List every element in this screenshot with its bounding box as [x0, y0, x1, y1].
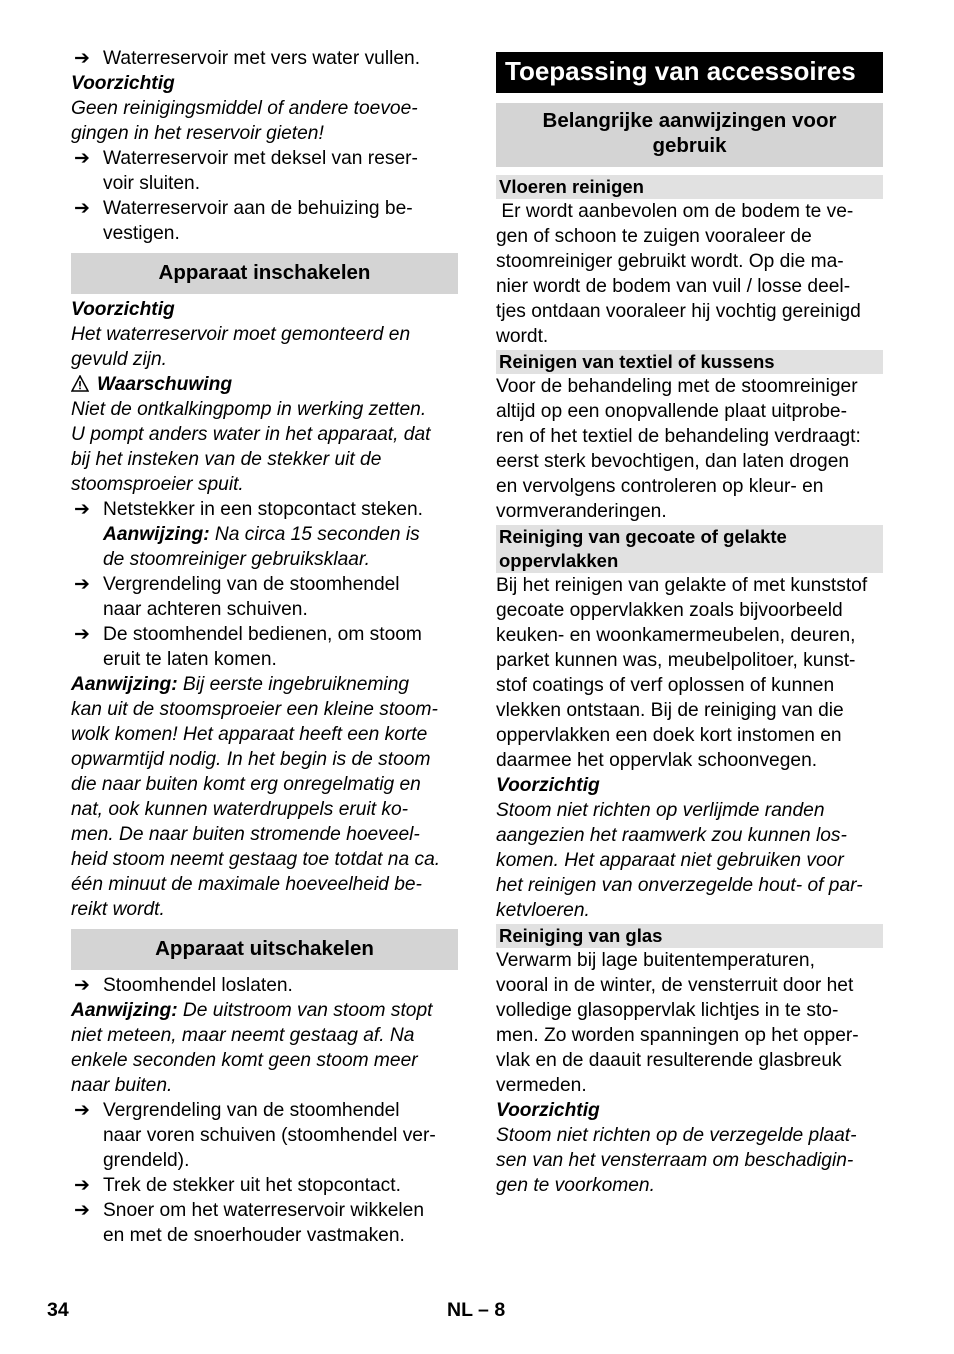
- right-arrow-icon: ➔: [74, 1200, 90, 1221]
- right-arrow-icon: ➔: [74, 975, 90, 996]
- caution-text: Geen reinigingsmiddel of andere toevoe-: [71, 98, 418, 119]
- body-text: tjes ontdaan vooraleer hij vochtig gereinigd: [496, 301, 861, 322]
- note-text: Na circa 15 seconden is: [209, 524, 420, 545]
- body-text: Verwarm bij lage buitentemperaturen,: [496, 950, 815, 971]
- caution-text: het reinigen van onverzegelde hout- of par-: [496, 875, 863, 896]
- caution-text: gevuld zijn.: [71, 349, 167, 370]
- section-heading-instructions: Belangrijke aanwijzingen voor gebruik: [496, 103, 883, 167]
- page-code: NL – 8: [447, 1299, 506, 1321]
- note-text: Bij eerste ingebruikneming: [177, 674, 410, 695]
- note-text: één minuut de maximale hoeveelheid be-: [71, 874, 422, 895]
- right-column: [496, 46, 883, 1198]
- caution-text: Stoom niet richten op verlijmde randen: [496, 800, 825, 821]
- step-fill-reservoir: ➔ Waterreservoir met vers water vullen.: [74, 48, 421, 69]
- note-label: Aanwijzing:: [103, 524, 210, 545]
- body-text: gen of schoon te zuigen vooraleer de: [496, 226, 812, 247]
- note-text: de stoomreiniger gebruiksklaar.: [103, 549, 370, 570]
- step-close-reservoir: ➔ Waterreservoir met deksel van reser- voir sluiten.: [74, 148, 418, 194]
- body-text: Voor de behandeling met de stoomreiniger: [496, 376, 858, 397]
- right-arrow-icon: ➔: [74, 499, 90, 520]
- body-text: vormveranderingen.: [496, 501, 667, 522]
- body-text: Er wordt aanbevolen om de bodem te ve-: [496, 201, 854, 222]
- body-text: daarmee het oppervlak schoonvegen.: [496, 750, 818, 771]
- note-text: De uitstroom van stoom stopt: [177, 1000, 433, 1021]
- warning-triangle-icon: [71, 375, 89, 392]
- caution-text: Stoom niet richten op de verzegelde plaat-: [496, 1125, 857, 1146]
- right-arrow-icon: ➔: [74, 1175, 90, 1196]
- body-text: men. Zo worden spanningen op het opper-: [496, 1025, 859, 1046]
- note-text: niet meteen, maar neemt gestaag af. Na: [71, 1025, 415, 1046]
- right-arrow-icon: ➔: [74, 198, 90, 219]
- body-text: wordt.: [496, 326, 549, 347]
- right-arrow-icon: ➔: [74, 1100, 90, 1121]
- body-text: parket kunnen was, meubelpolitoer, kunst-: [496, 650, 856, 671]
- note-text: reikt wordt.: [71, 899, 165, 920]
- caution-text: sen van het vensterraam om beschadigin-: [496, 1150, 854, 1171]
- subheading-floors: Vloeren reinigen: [496, 175, 883, 199]
- subheading-textile: Reinigen van textiel of kussens: [496, 350, 883, 374]
- caution-text: ketvloeren.: [496, 900, 590, 921]
- caution-text: gingen in het reservoir gieten!: [71, 123, 324, 144]
- note-text: enkele seconden komt geen stoom meer: [71, 1050, 418, 1071]
- body-text: vlekken ontstaan. Bij de reiniging van die: [496, 700, 844, 721]
- body-text: stoomreiniger gebruikt wordt. Op die ma-: [496, 251, 844, 272]
- body-text: Bij het reinigen van gelakte of met kunststof: [496, 575, 868, 596]
- step-plug-in: ➔ Netstekker in een stopcontact steken. Aanwijzing: Na circa 15 seconden is de stoomreiniger gebruiksklaar.: [71, 497, 458, 572]
- body-text: vermeden.: [496, 1075, 587, 1096]
- note-text: men. De naar buiten stromende hoeveel-: [71, 824, 420, 845]
- right-arrow-icon: ➔: [74, 574, 90, 595]
- note-text: heid stoom neemt gestaag toe totdat na ca.: [71, 849, 441, 870]
- warning-label: Waarschuwing: [97, 374, 233, 395]
- main-heading: Toepassing van accessoires: [496, 52, 883, 93]
- note-text: nat, ook kunnen waterdruppels eruit ko-: [71, 799, 409, 820]
- note-text: wolk komen! Het apparaat heeft een korte: [71, 724, 428, 745]
- caution-label: Voorzichtig: [71, 299, 175, 320]
- caution-text: komen. Het apparaat niet gebruiken voor: [496, 850, 844, 871]
- step-lock-front: ➔ Vergrendeling van de stoomhendel naar voren schuiven (stoomhendel ver- grendeld).: [74, 1100, 436, 1171]
- body-text: altijd op een onopvallende plaat uitprobe-: [496, 401, 847, 422]
- step-attach-reservoir: ➔ Waterreservoir aan de behuizing be- vestigen.: [74, 198, 413, 244]
- body-text: gecoate oppervlakken zoals bijvoorbeeld: [496, 600, 843, 621]
- page-footer: [47, 1297, 907, 1323]
- section-heading-switch-on: Apparaat inschakelen: [71, 253, 458, 294]
- body-text: en vervolgens controleren op kleur- en: [496, 476, 824, 497]
- step-release-lever: ➔ Stoomhendel loslaten.: [74, 975, 293, 996]
- body-text: ren of het textiel de behandeling verdraagt:: [496, 426, 861, 447]
- warning-text: Niet de ontkalkingpomp in werking zetten.: [71, 399, 427, 420]
- note-label: Aanwijzing:: [71, 1000, 178, 1021]
- step-wrap-cord: ➔ Snoer om het waterreservoir wikkelen en met de snoerhouder vastmaken.: [74, 1200, 424, 1246]
- caution-text: Het waterreservoir moet gemonteerd en: [71, 324, 411, 345]
- warning-text: U pompt anders water in het apparaat, dat: [71, 424, 431, 445]
- body-text: eerst sterk bevochtigen, dan laten drogen: [496, 451, 850, 472]
- body-text: vlak en de daauit resulterende glasbreuk: [496, 1050, 842, 1071]
- right-arrow-icon: ➔: [74, 48, 90, 69]
- note-text: opwarmtijd nodig. In het begin is de stoom: [71, 749, 431, 770]
- note-text: naar buiten.: [71, 1075, 173, 1096]
- left-column: [71, 46, 458, 1248]
- body-text: oppervlakken een doek kort instomen en: [496, 725, 842, 746]
- body-text: keuken- en woonkamermeubelen, deuren,: [496, 625, 856, 646]
- caution-label: Voorzichtig: [496, 1100, 600, 1121]
- section-heading-switch-off: Apparaat uitschakelen: [71, 929, 458, 970]
- body-text: stof coatings of verf oplossen of kunnen: [496, 675, 835, 696]
- body-text: volledige glasoppervlak lichtjes in te sto-: [496, 1000, 839, 1021]
- caution-label: Voorzichtig: [496, 775, 600, 796]
- warning-text: bij het insteken van de stekker uit de: [71, 449, 382, 470]
- caution-label: Voorzichtig: [71, 73, 175, 94]
- right-arrow-icon: ➔: [74, 148, 90, 169]
- warning-label-row: [71, 372, 458, 397]
- warning-text: stoomsproeier spuit.: [71, 474, 244, 495]
- caution-text: aangezien het raamwerk zou kunnen los-: [496, 825, 847, 846]
- note-label: Aanwijzing:: [71, 674, 178, 695]
- subheading-glass: Reiniging van glas: [496, 924, 883, 948]
- step-lock-back: ➔ Vergrendeling van de stoomhendel naar achteren schuiven.: [74, 574, 400, 620]
- subheading-coated-surfaces: Reiniging van gecoate of gelakte oppervlakken: [496, 525, 883, 573]
- body-text: nier wordt de bodem van vuil / losse deel-: [496, 276, 851, 297]
- note-text: kan uit de stoomsproeier een kleine stoom-: [71, 699, 438, 720]
- right-arrow-icon: ➔: [74, 624, 90, 645]
- note-text: die naar buiten komt erg onregelmatig en: [71, 774, 421, 795]
- body-text: vooral in de winter, de vensterruit door het: [496, 975, 854, 996]
- step-operate-lever: ➔ De stoomhendel bedienen, om stoom eruit te laten komen.: [74, 624, 422, 670]
- step-unplug: ➔ Trek de stekker uit het stopcontact.: [74, 1175, 401, 1196]
- page-number: 34: [47, 1299, 69, 1321]
- caution-text: gen te voorkomen.: [496, 1175, 655, 1196]
